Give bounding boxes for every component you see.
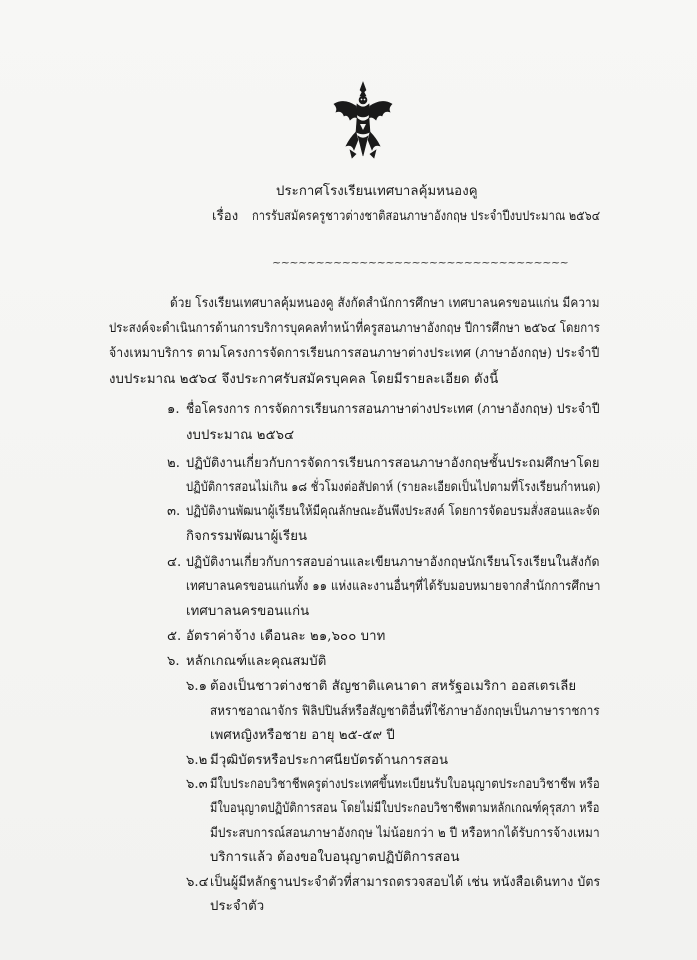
item-2-line-1: ปฏิบัติงานเกี่ยวกับการจัดการเรียนการสอนภาษาอังกฤษชั้นประถมศึกษาโดย: [186, 456, 600, 471]
subitem-6-3-line-2: มีใบอนุญาตปฏิบัติการสอน โดยไม่มีใบประกอบวิชาชีพตามหลักเกณฑ์คุรุสภา หรือ: [210, 801, 600, 816]
item-5-line-1: อัตราค่าจ้าง เดือนละ ๒๑,๖๐๐ บาท: [186, 629, 386, 644]
intro-line-4: งบประมาณ ๒๕๖๔ จึงประกาศรับสมัครบุคคล โดยมีรายละเอียด ดังนี้: [109, 372, 499, 387]
intro-line-1: ด้วย โรงเรียนเทศบาลคุ้มหนองคู สังกัดสำนักการศึกษา เทศบาลนครขอนแก่น มีความ: [170, 296, 600, 311]
subitem-6-2-number: ๖.๒: [186, 753, 208, 768]
intro-line-2: ประสงค์จะดำเนินการด้านการบริการบุคคลทำหน้าที่ครูสอนภาษาอังกฤษ ปีการศึกษา ๒๕๖๔ โดยการ: [109, 321, 600, 336]
item-3-number: ๓.: [167, 504, 181, 519]
subitem-6-3-line-3: มีประสบการณ์สอนภาษาอังกฤษ ไม่น้อยกว่า ๒ ปี หรือหากได้รับการจ้างเหมา: [210, 826, 600, 841]
subitem-6-1-line-3: เพศหญิงหรือชาย อายุ ๒๕-๕๙ ปี: [210, 728, 395, 743]
subitem-6-4-line-1: เป็นผู้มีหลักฐานประจำตัวที่สามารถตรวจสอบได้ เช่น หนังสือเดินทาง บัตร: [210, 875, 601, 890]
item-3-line-2: กิจกรรมพัฒนาผู้เรียน: [186, 529, 308, 544]
subitem-6-3-number: ๖.๓: [186, 777, 208, 792]
item-2-number: ๒.: [167, 456, 180, 471]
document-title: ประกาศโรงเรียนเทศบาลคุ้มหนองคู: [276, 184, 478, 199]
item-4-line-3: เทศบาลนครขอนแก่น: [186, 604, 310, 619]
item-4-number: ๔.: [167, 555, 182, 570]
item-4-line-2: เทศบาลนครขอนแก่นทั้ง ๑๑ แห่งและงานอื่นๆที่ได้รับมอบหมายจากสำนักการศึกษา: [186, 579, 601, 594]
intro-line-3: จ้างเหมาบริการ ตามโครงการจัดการเรียนการสอนภาษาต่างประเทศ (ภาษาอังกฤษ) ประจำปี: [109, 346, 600, 361]
subitem-6-4-number: ๖.๔: [186, 875, 209, 890]
item-1-line-1: ชื่อโครงการ การจัดการเรียนการสอนภาษาต่างประเทศ (ภาษาอังกฤษ) ประจำปี: [186, 402, 600, 417]
subitem-6-1-line-1: ต้องเป็นชาวต่างชาติ สัญชาติแคนาดา สหรัฐอเมริกา ออสเตรเลีย: [210, 679, 577, 694]
subitem-6-4-line-2: ประจำตัว: [210, 899, 265, 914]
subitem-6-1-number: ๖.๑: [186, 679, 207, 694]
subitem-6-3-line-1: มีใบประกอบวิชาชีพครูต่างประเทศขึ้นทะเบียนรับใบอนุญาตประกอบวิชาชีพ หรือ: [210, 777, 600, 792]
subitem-6-1-line-2: สหราชอาณาจักร ฟิลิปปินส์หรือสัญชาติอื่นที่ใช้ภาษาอังกฤษเป็นภาษาราชการ: [210, 704, 600, 719]
item-5-number: ๕.: [167, 629, 182, 644]
subject-label: เรื่อง: [212, 209, 239, 224]
item-3-line-1: ปฏิบัติงานพัฒนาผู้เรียนให้มีคุณลักษณะอันพึงประสงค์ โดยการจัดอบรมสั่งสอนและจัด: [186, 504, 600, 519]
item-2-line-2: ปฏิบัติการสอนไม่เกิน ๑๘ ชั่วโมงต่อสัปดาห์ (รายละเอียดเป็นไปตามที่โรงเรียนกำหนด): [186, 480, 601, 495]
subject-text: การรับสมัครครูชาวต่างชาติสอนภาษาอังกฤษ ประจำปีงบประมาณ ๒๕๖๔: [252, 209, 601, 224]
item-6-line-1: หลักเกณฑ์และคุณสมบัติ: [186, 654, 327, 669]
separator-line: ~~~~~~~~~~~~~~~~~~~~~~~~~~~~~~~~~~: [272, 256, 569, 269]
subitem-6-2-line-1: มีวุฒิบัตรหรือประกาศนียบัตรด้านการสอน: [210, 753, 449, 768]
subitem-6-3-line-4: บริการแล้ว ต้องขอใบอนุญาตปฏิบัติการสอน: [210, 850, 460, 865]
item-1-line-2: งบประมาณ ๒๕๖๔: [186, 428, 295, 443]
item-4-line-1: ปฏิบัติงานเกี่ยวกับการสอบอ่านและเขียนภาษาอังกฤษนักเรียนโรงเรียนในสังกัด: [186, 555, 600, 570]
garuda-emblem-icon: [330, 80, 396, 160]
item-6-number: ๖.: [167, 654, 180, 669]
item-1-number: ๑.: [167, 402, 180, 417]
